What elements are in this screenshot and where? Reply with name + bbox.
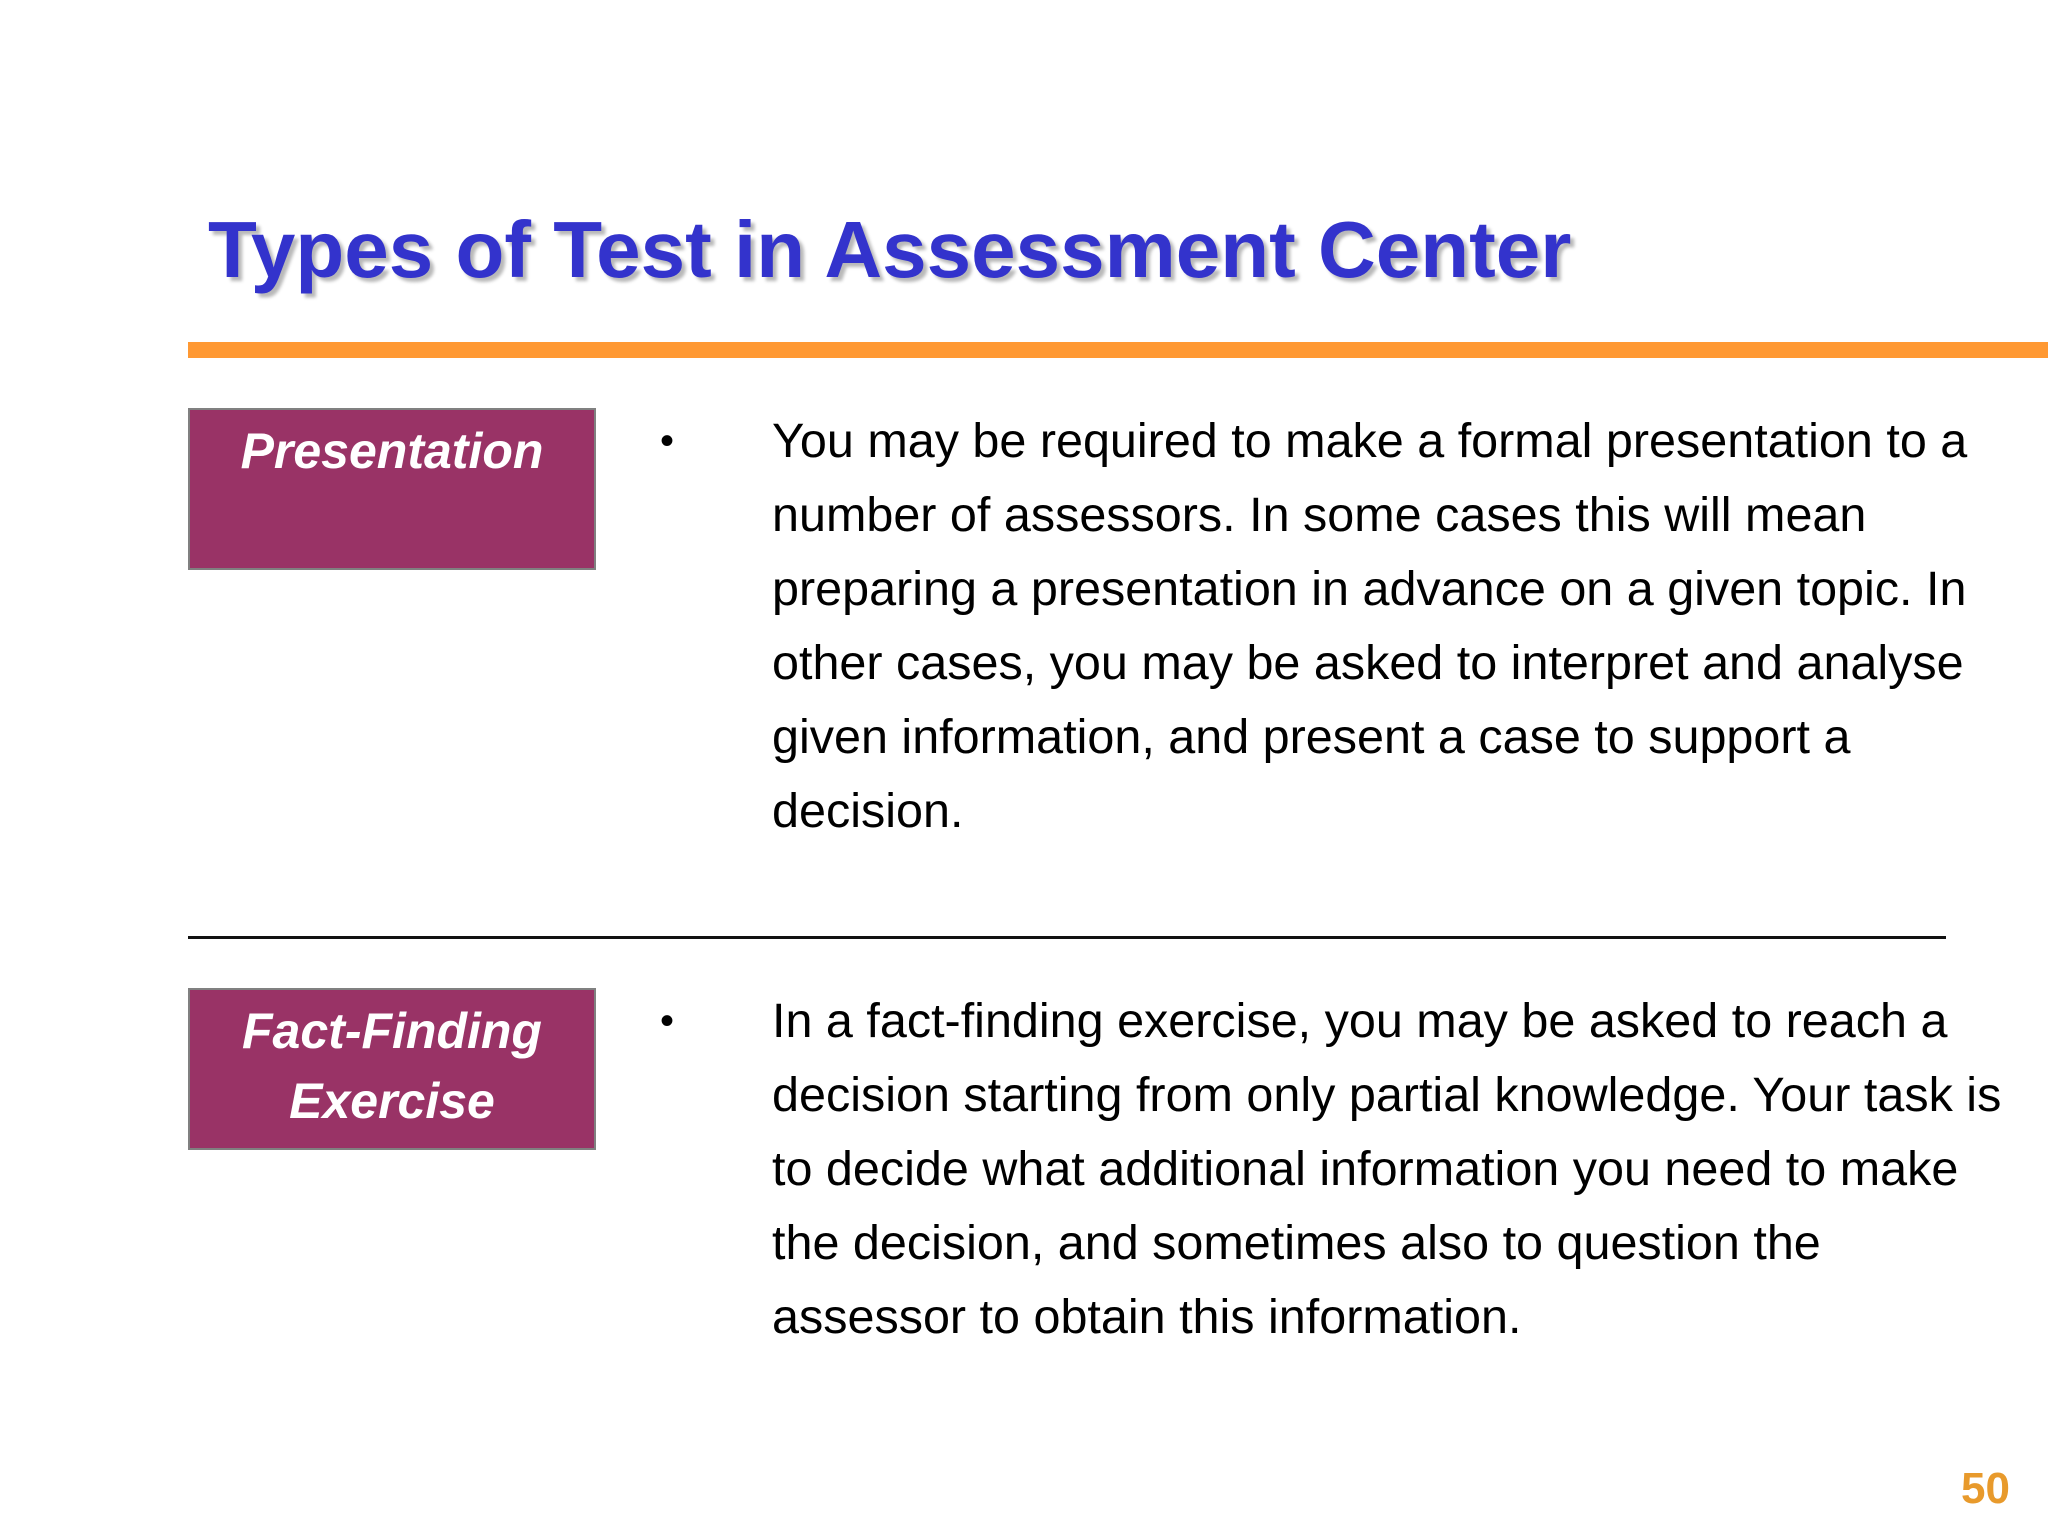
presentation-label-box <box>188 408 596 570</box>
fact-finding-label-line-2: Exercise <box>289 1073 495 1129</box>
fact-finding-description: In a fact-finding exercise, you may be asked to reach a decision starting from only partial knowledge. Your task is to decide what additional information you need to make the decision, and sometimes also to question the assessor to obtain this information. <box>772 994 2002 1344</box>
section-divider <box>188 936 1946 939</box>
fact-finding-label-line-1: Fact-Finding <box>242 1003 542 1059</box>
fact-finding-bullet: • <box>660 999 675 1043</box>
fact-finding-label-box <box>188 988 596 1150</box>
page-number: 50 <box>1961 1464 2010 1513</box>
slide-title: Types of Test in Assessment Center <box>208 205 1572 294</box>
presentation-bullet: • <box>660 419 675 463</box>
presentation-label: Presentation <box>240 423 544 479</box>
title-underline <box>188 342 2048 358</box>
presentation-description: You may be required to make a formal presentation to a number of assessors. In some cases this will mean preparing a presentation in advance on a given topic. In other cases, you may be asked to interpret and analyse given information, and present a case to support a decision. <box>772 414 1968 838</box>
